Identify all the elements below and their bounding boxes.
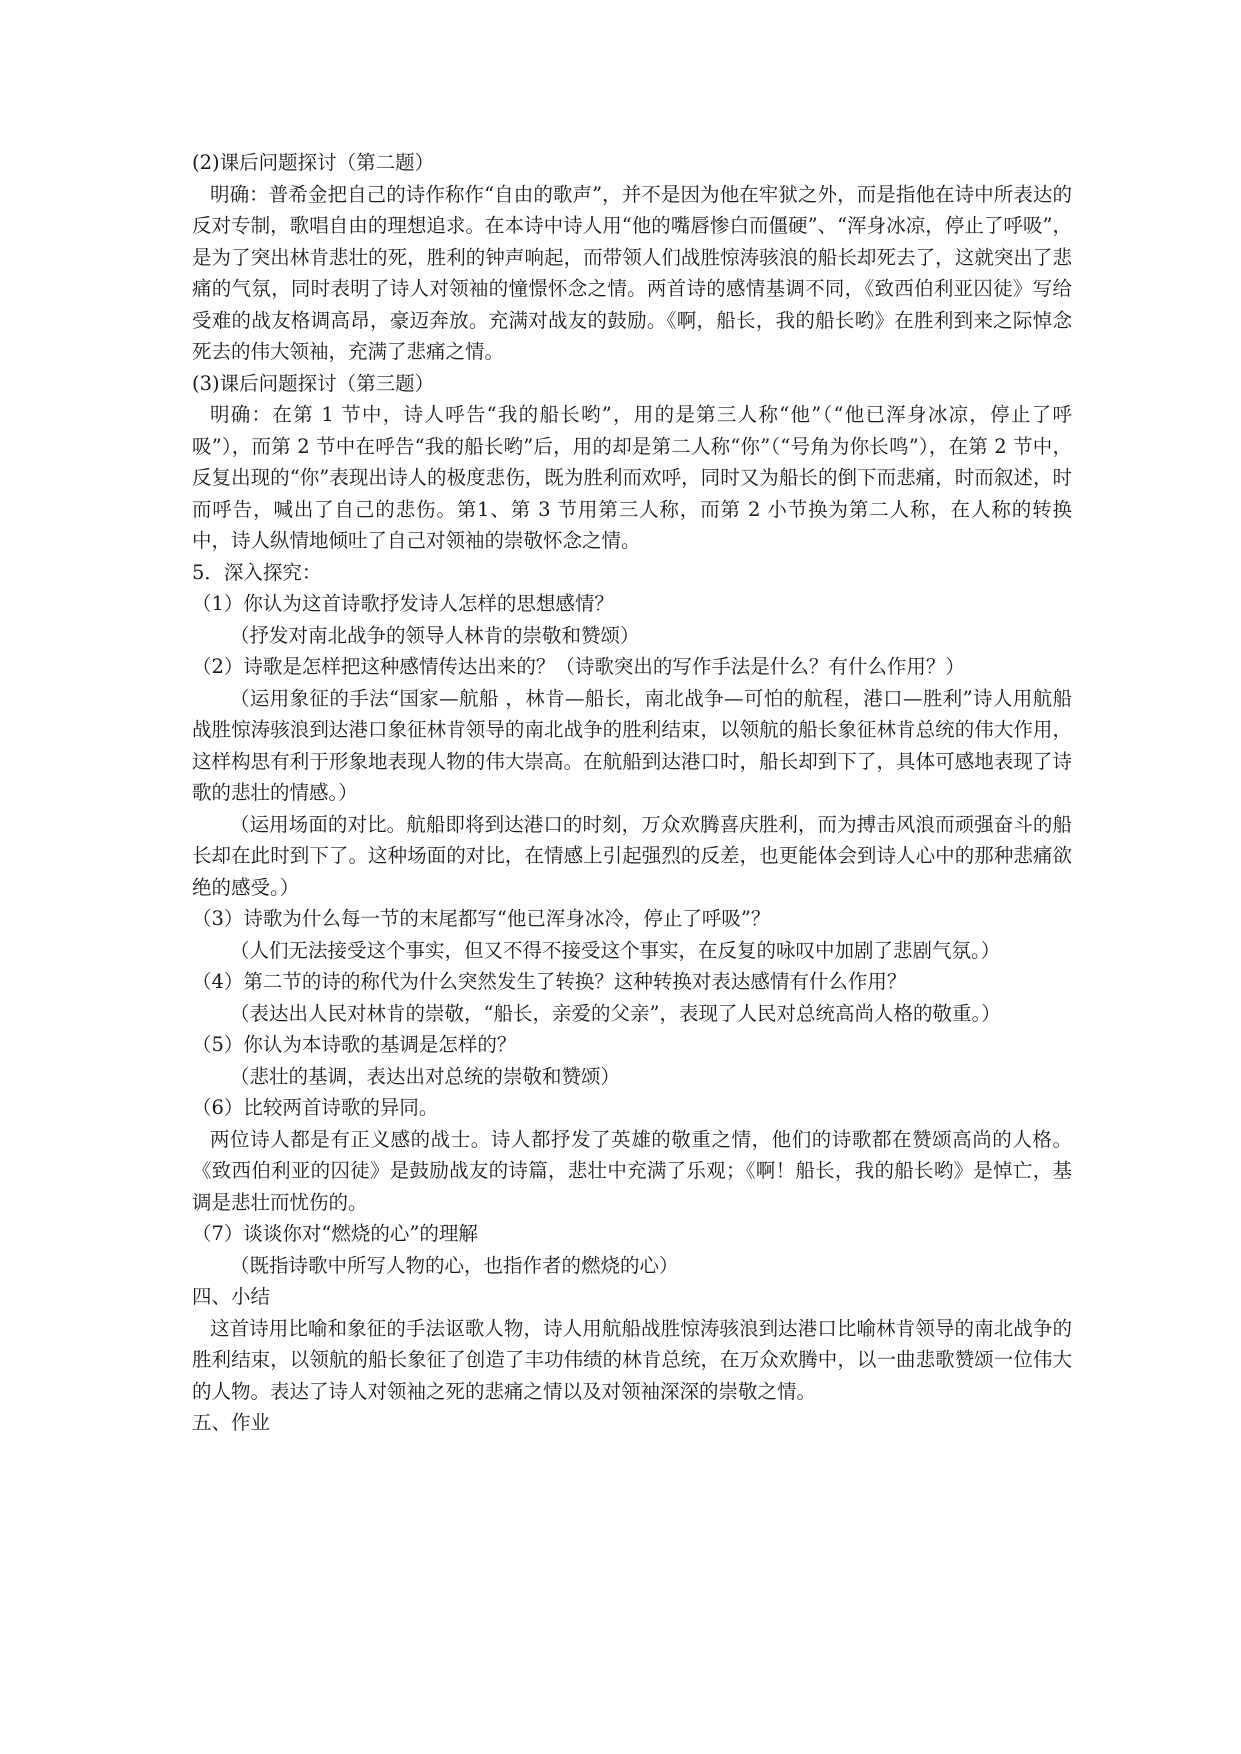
answer-7: （既指诗歌中所写人物的心，也指作者的燃烧的心） xyxy=(230,1253,679,1277)
answer-q2: 明确：普希金把自己的诗作称作“自由的歌声”，并不是因为他在牢狱之外，而是指他在诗中所表达的反对专制，歌唱自由的理想追求。在本诗中诗人用“他的嘴唇惨白而僵硬”、“浑身冰凉，停止了呼吸”，是为了突出林肯悲壮的死，胜利的钟声响起，而带领人们战胜惊涛骇浪的船长却死去了，这就突出了悲痛的气氛，同时表明了诗人对领袖的憧憬怀念之情。两首诗的感情基调不同，《致西伯利亚囚徒》写给受难的战友格调高昂，豪迈奔放。充满对战友的鼓励。《啊，船长，我的船长哟》在胜利到来之际悼念死去的伟大领袖，充满了悲痛之情。 xyxy=(192,182,1072,363)
answer-2b: （运用场面的对比。航船即将到达港口的时刻，万众欢腾喜庆胜利，而为搏击风浪而顽强奋斗的船长却在此时到下了。这种场面的对比，在情感上引起强烈的反差，也更能体会到诗人心中的那种悲痛欲绝的感受。） xyxy=(192,812,1072,899)
answer-3: （人们无法接受这个事实，但又不得不接受这个事实，在反复的咏叹中加剧了悲剧气氛。） xyxy=(230,938,1001,962)
section-heading-explore: 5．深入探究： xyxy=(192,560,322,584)
question-7: （7）谈谈你对“燃烧的心”的理解 xyxy=(192,1222,478,1245)
question-4: （4）第二节的诗的称代为什么突然发生了转换？这种转换对表达感情有什么作用？ xyxy=(192,970,907,993)
question-3: （3）诗歌为什么每一节的末尾都写“他已浑身冰冷，停止了呼吸”？ xyxy=(192,907,771,930)
answer-5: （悲壮的基调，表达出对总统的崇敬和赞颂） xyxy=(230,1064,621,1088)
question-2: （2）诗歌是怎样把这种感情传达出来的？（诗歌突出的写作手法是什么？有什么作用？） xyxy=(192,655,965,678)
section-heading-q2: (2)课后问题探讨（第二题） xyxy=(192,151,435,174)
answer-4: （表达出人民对林肯的崇敬，“船长，亲爱的父亲”，表现了人民对总统高尚人格的敬重。） xyxy=(230,1001,1001,1025)
section-heading-q3: (3)课后问题探讨（第三题） xyxy=(192,371,435,395)
answer-2a: （运用象征的手法“国家—航船 ，林肯—船长，南北战争—可怕的航程，港口—胜利”诗人用航船战胜惊涛骇浪到达港口象征林肯领导的南北战争的胜利结束，以领航的船长象征林肯总统的伟大作用，这样构思有利于形象地表现人物的伟大崇高。在航船到达港口时，船长却到下了，具体可感地表现了诗歌的悲壮的情感。） xyxy=(192,686,1072,804)
question-5: （5）你认为本诗歌的基调是怎样的？ xyxy=(192,1033,517,1056)
summary-text: 这首诗用比喻和象征的手法讴歌人物，诗人用航船战胜惊涛骇浪到达港口比喻林肯领导的南北战争的胜利结束，以领航的船长象征了创造了丰功伟绩的林肯总统，在万众欢腾中，以一曲悲歌赞颂一位伟大的人物。表达了诗人对领袖之死的悲痛之情以及对领袖深深的崇敬之情。 xyxy=(192,1316,1072,1403)
answer-6: 两位诗人都是有正义感的战士。诗人都抒发了英雄的敬重之情，他们的诗歌都在赞颂高尚的人格。《致西伯利亚的囚徒》是鼓励战友的诗篇，悲壮中充满了乐观；《啊！船长，我的船长哟》是悼亡，基调是悲壮而忧伤的。 xyxy=(192,1127,1072,1214)
answer-q3: 明确：在第 1 节中，诗人呼告“我的船长哟”，用的是第三人称“他”（“他已浑身冰凉，停止了呼吸”），而第 2 节中在呼告“我的船长哟”后，用的却是第二人称“你”（“号角为你长鸣”），在第 2 节中，反复出现的“你”表现出诗人的极度悲伤，既为胜利而欢呼，同时又为船长的倒下而悲痛，时而叙述，时而呼告，喊出了自己的悲伤。第1、第 3 节用第三人称，而第 2 小节换为第二人称，在人称的转换中，诗人纵情地倾吐了自己对领袖的崇敬怀念之情。 xyxy=(192,403,1072,552)
question-6: （6）比较两首诗歌的异同。 xyxy=(192,1096,439,1119)
section-heading-summary: 四、小结 xyxy=(192,1285,271,1308)
document-body xyxy=(192,147,1072,1439)
question-1: （1）你认为这首诗歌抒发诗人怎样的思想感情？ xyxy=(192,592,614,615)
section-heading-homework: 五、作业 xyxy=(192,1411,271,1434)
answer-1: （抒发对南北战争的领导人林肯的崇敬和赞颂） xyxy=(230,623,640,647)
